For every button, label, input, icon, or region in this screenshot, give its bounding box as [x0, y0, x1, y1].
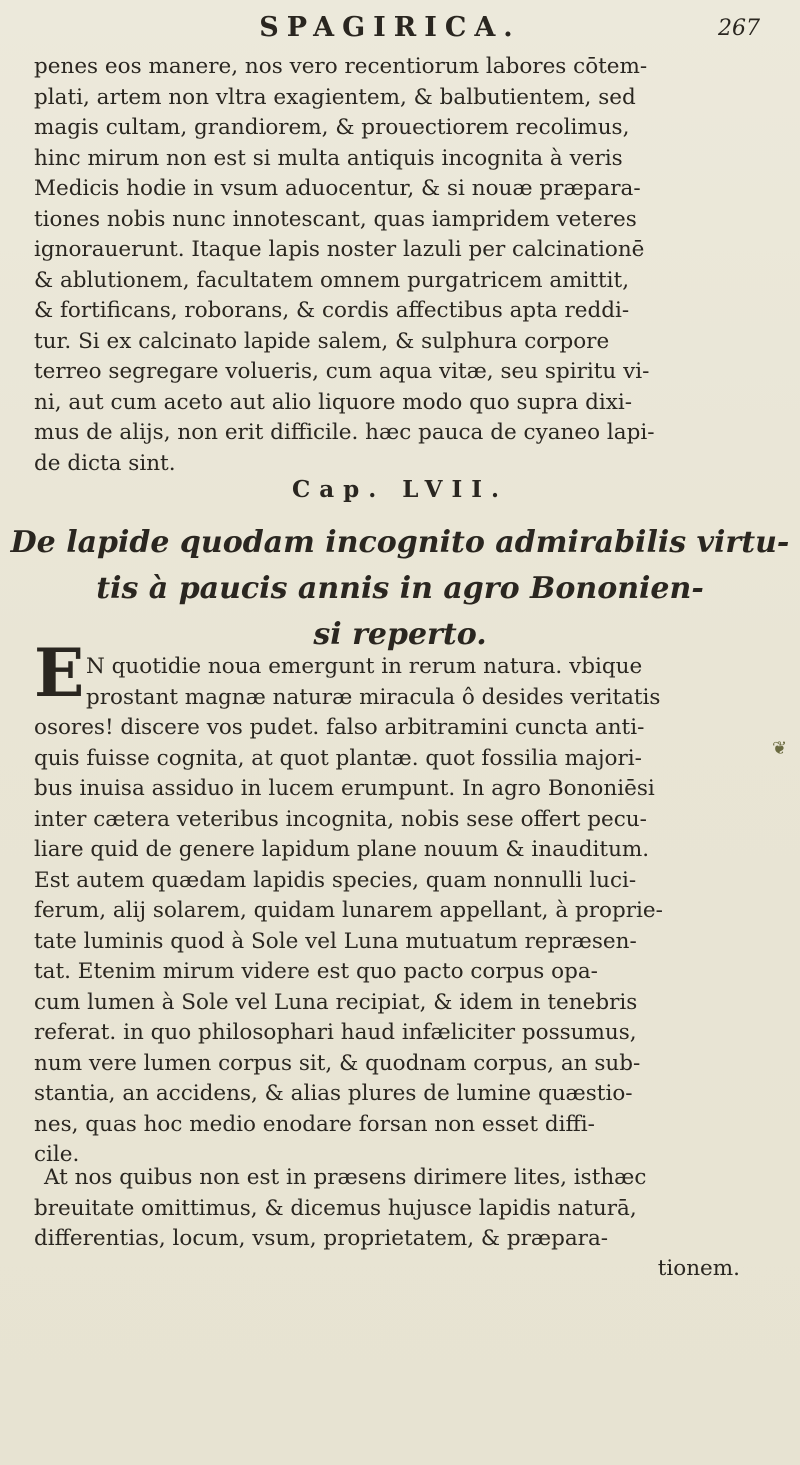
text-line: quis fuisse cognita, at quot plantæ. quot fossilia majori- [34, 745, 642, 771]
text-line: N quotidie noua emergunt in rerum natura. vbique [86, 654, 643, 679]
text-line: osores! discere vos pudet. falso arbitramini cuncta anti- [34, 715, 645, 740]
running-head: SPAGIRICA. [259, 12, 521, 43]
text-line: mus de alijs, non erit difficile. hæc pauca de cyaneo lapi- [34, 420, 655, 445]
chapter-title [0, 520, 800, 658]
text-line: hinc mirum non est si multa antiquis incognita à veris [34, 145, 623, 171]
text-line: inter cætera veteribus incognita, nobis sese offert pecu- [34, 806, 647, 832]
text-line: tur. Si ex calcinato lapide salem, & sulphura corpore [34, 328, 610, 354]
text-line: & fortificans, roborans, & cordis affectibus apta reddi- [34, 298, 630, 323]
drop-cap: E [34, 634, 85, 712]
text-line: penes eos manere, nos vero recentiorum labores cōtem- [34, 54, 648, 79]
text-line: plati, artem non vltra exagientem, & balbutientem, sed [34, 84, 636, 110]
paragraph-main [34, 652, 778, 1171]
chapter-heading: Cap. LVII. [291, 476, 509, 503]
text-line: ignorauerunt. Itaque lapis noster lazuli per calcinationē [34, 237, 645, 262]
text-line: magis cultam, grandiorem, & prouectiorem recolimus, [34, 115, 630, 140]
text-line: tat. Etenim mirum videre est quo pacto corpus opa- [34, 959, 598, 984]
catchword: tionem. [657, 1256, 740, 1281]
text-line: At nos quibus non est in præsens dirimere lites, isthæc [44, 1165, 647, 1190]
page-number: 267 [718, 16, 760, 41]
text-line: Est autem quædam lapidis species, quam nonnulli luci- [34, 867, 637, 893]
text-line: de dicta sint. [34, 450, 176, 476]
text-line: prostant magnæ naturæ miracula ô desides veritatis [86, 684, 661, 710]
text-line: num vere lumen corpus sit, & quodnam corpus, an sub- [34, 1050, 641, 1076]
text-line: tiones nobis nunc innotescant, quas iampridem veteres [34, 206, 637, 232]
text-line: bus inuisa assiduo in lucem erumpunt. In agro Bononiēsi [34, 776, 655, 801]
chapter-title-line: tis à paucis annis in agro Bononien- [96, 571, 704, 606]
text-line: tate luminis quod à Sole vel Luna mutuatum repræsen- [34, 928, 637, 954]
text-line: referat. in quo philosophari haud infæliciter possumus, [34, 1020, 637, 1045]
text-line: & ablutionem, facultatem omnem purgatricem amittit, [34, 267, 630, 293]
text-line: liare quid de genere lapidum plane nouum & inauditum. [34, 837, 650, 862]
page-header [0, 12, 800, 46]
chapter-title-line: De lapide quodam incognito admirabilis virtu- [10, 525, 790, 560]
text-line: breuitate omittimus, & dicemus hujusce lapidis naturā, [34, 1195, 637, 1221]
text-line: Medicis hodie in vsum aduocentur, & si nouæ præpara- [34, 176, 641, 201]
text-line: differentias, locum, vsum, proprietatem, & præpara- [34, 1226, 609, 1251]
text-line: ni, aut cum aceto aut alio liquore modo quo supra dixi- [34, 389, 633, 415]
text-line: terreo segregare volueris, cum aqua vitæ, seu spiritu vi- [34, 359, 650, 384]
paragraph-closing [34, 1163, 778, 1255]
marginal-ornament: ❦ [772, 738, 788, 759]
text-line: ferum, alij solarem, quidam lunarem appellant, à proprie- [34, 898, 663, 923]
chapter-title-line: si reperto. [313, 617, 487, 652]
paragraph-continuation [34, 52, 778, 479]
text-line: cum lumen à Sole vel Luna recipiat, & idem in tenebris [34, 989, 638, 1015]
text-line: cile. [34, 1142, 80, 1167]
text-line: stantia, an accidens, & alias plures de lumine quæstio- [34, 1081, 633, 1106]
text-line: nes, quas hoc medio enodare forsan non esset diffi- [34, 1111, 595, 1137]
